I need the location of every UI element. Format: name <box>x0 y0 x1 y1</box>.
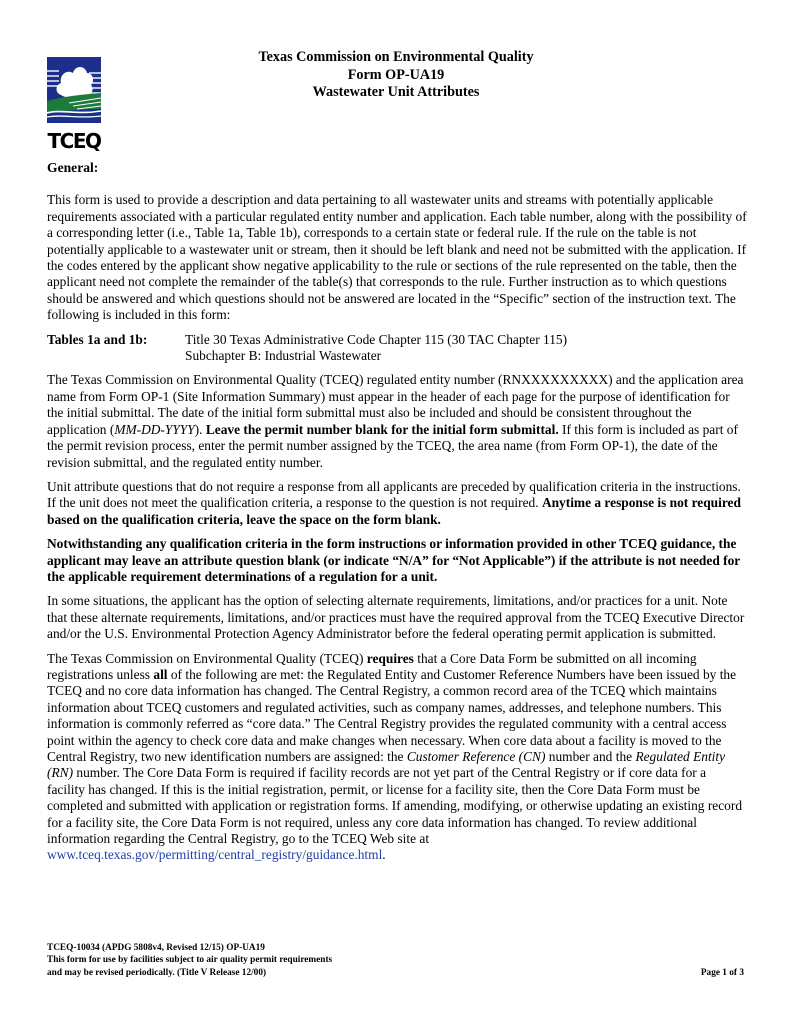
italic-term: Customer Reference (CN) <box>406 749 546 764</box>
form-header <box>180 49 612 102</box>
central-registry-link[interactable]: www.tceq.texas.gov/permitting/central_registry/guidance.html <box>47 847 383 863</box>
date-format: MM-DD-YYYY <box>114 421 195 437</box>
text-span: Unit attribute questions that do not require a response from all applicants are preceded by qualification criteria in the instructions. If the unit does not meet the qualification criteria, a response to the question is not required. <box>47 478 741 511</box>
general-heading: General: <box>47 160 99 175</box>
text-span: The Texas Commission on Environmental Quality (TCEQ) regulated entity number (RNXXXXXXXXX) and the application area name from Form OP-1 (Site Information Summary) must appear in the header of each page for the purpose of identification for the initial submittal. The date of the initial form submittal must also be included and should be consistent throughout the application ( <box>47 372 744 437</box>
bold-word: all <box>153 666 168 682</box>
bold-instruction: Leave the permit number blank for the initial form submittal. <box>205 421 559 437</box>
footer-form-id: TCEQ-10034 (APDG 5808v4, Revised 12/15) OP-UA19 <box>47 943 265 953</box>
agency-name: Texas Commission on Environmental Quality <box>258 49 534 65</box>
bold-instruction: Anytime a response is not required based on the qualification criteria, leave the space on the form blank. <box>47 495 741 527</box>
footer-note-line2: and may be revised periodically. (Title V Release 12/00) <box>47 967 267 978</box>
bold-word: requires <box>366 650 414 666</box>
form-number: Form OP-UA19 <box>347 66 445 83</box>
italic-term: Regulated Entity (RN) <box>47 749 726 781</box>
text-span: of the following are met: the Regulated Entity and Customer Reference Numbers have been issued by the TCEQ and no core data information has changed. The Central Registry, a common record area of the TCEQ which maintains information about TCEQ customers and regulated activities, such as company names, addresses, and telephone numbers. This information is commonly referred as “core data.” The Central Registry provides the regulated community with a central access point within the agency to check core data and make changes when necessary. When core data about a facility is moved to the Central Registry, two new identification numbers are assigned: the <box>47 666 737 764</box>
text-span: If this form is included as part of the permit revision process, enter the permit number assigned by the TCEQ, the area name (from Form OP-1), the date of the revision submittal, and the regulated entity number. <box>47 421 738 470</box>
form-title: Wastewater Unit Attributes <box>312 84 480 100</box>
tceq-logo-icon <box>47 57 101 151</box>
instructions-body <box>47 160 747 872</box>
bold-instruction: Notwithstanding any qualification criteria in the form instructions or information provided in other TCEQ guidance, the applicant may leave an attribute question blank (or indicate “N/A” for “Not Applicable”) if the attribute is not needed for the applicable requirement determinations of a regulation for a unit. <box>47 536 740 584</box>
tceq-logo <box>47 57 101 151</box>
paragraph-alternate-requirements: In some situations, the applicant has the option of selecting alternate requirements, limitations, and/or practices for a unit. Note that these alternate requirements, limitations, and/or practices must have the required approval from the TCEQ Executive Director and/or the U.S. Environmental Protection Agency Administrator before the federal operating permit application is submitted. <box>47 593 745 642</box>
tables-label: Tables 1a and 1b: <box>47 331 148 347</box>
page-footer <box>47 942 332 979</box>
paragraph-header-info <box>47 372 747 470</box>
text-span: number. The Core Data Form is required if facility records are not yet part of the Central Registry or if core data for a facility has changed. If this is the initial registration, permit, or license for a facility site, then the Core Data Form must be completed and submitted with application or registration forms. If amending, modifying, or otherwise updating an existing record for a facility site, the Core Data Form is not required, unless any core data information has changed. To review additional information regarding the Central Registry, go to the TCEQ Web site at <box>47 765 743 847</box>
tables-rule-line: Title 30 Texas Administrative Code Chapter 115 (30 TAC Chapter 115) <box>185 331 568 347</box>
logo-text: TCEQ <box>47 129 101 151</box>
paragraph-core-data <box>47 651 747 864</box>
text-span: that a Core Data Form be submitted on all incoming registrations unless <box>47 650 697 682</box>
text-span: ). <box>194 421 206 437</box>
tables-subchapter-line: Subchapter B: Industrial Wastewater <box>185 348 382 364</box>
text-span: number and the <box>545 749 636 764</box>
tables-included <box>47 332 747 365</box>
footer-note-line1: This form for use by facilities subject to air quality permit requirements <box>47 955 333 966</box>
paragraph-qualification <box>47 479 747 528</box>
tables-description <box>185 332 567 365</box>
paragraph-purpose: This form is used to provide a description and data pertaining to all wastewater units and streams with potentially applicable requirements associated with a particular regulated entity number and application. Each table number, along with the possibility of a corresponding letter (i.e., Table 1a, Table 1b), corresponds to a certain state or federal rule. If the rule on the table is not potentially applicable to a wastewater unit or stream, then it should be left blank and need not be submitted with the application. If the codes entered by the applicant show negative applicability to the rule or sections of the rule represented on the table, then the applicant need not complete the remainder of the table(s) that corresponds to the rule. Further instruction as to which questions should be answered and which questions should not be answered are located in the “Specific” section of the instruction text. The following is included in this form: <box>47 192 747 323</box>
text-span: The Texas Commission on Environmental Quality (TCEQ) <box>47 650 367 666</box>
page-number: Page 1 of 3 <box>700 968 744 978</box>
paragraph-notwithstanding <box>47 536 747 585</box>
text-span: . <box>382 847 386 863</box>
